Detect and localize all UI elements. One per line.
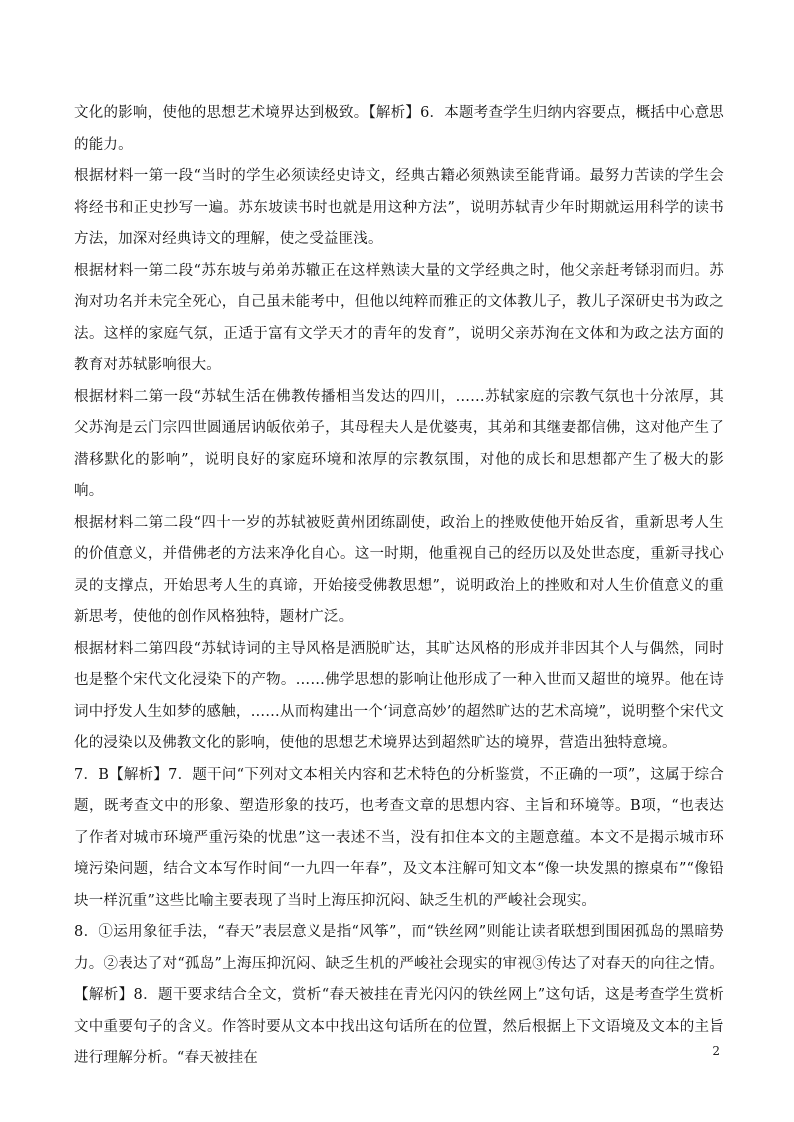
paragraph-2: 根据材料一第一段“当时的学生必须读经史诗文，经典古籍必须熟读至能背诵。最努力苦读的学生会将经书和正史抄写一遍。苏东坡读书时也就是用这种方法”，说明苏轼青少年时期就运用科学的读书方法，加深对经典诗文的理解，使之受益匪浅。 bbox=[74, 168, 724, 247]
paragraph-answer-7: 7．B【解析】7．题干问“下列对文本相关内容和艺术特色的分析鉴赏，不正确的一项”，这属于综合题，既考查文中的形象、塑造形象的技巧，也考查文章的思想内容、主旨和环境等。B项，“也表达了作者对城市环境严重污染的忧患”这一表述不当，没有扣住本文的主题意蕴。本文不是揭示城市环境污染问题，结合文本写作时间“一九四一年春”，及文本注解可知文本“像一块发黑的擦桌布”“像铅块一样沉重”这些比喻主要表现了当时上海压抑沉闷、缺乏生机的严峻社会现实。 bbox=[74, 766, 724, 909]
paragraph-5: 根据材料二第二段“四十一岁的苏轼被贬黄州团练副使，政治上的挫败使他开始反省，重新思考人生的价值意义，并借佛老的方法来净化自心。这一时期，他重视自己的经历以及处世态度，重新寻找心灵的支撑点，开始思考人生的真谛，开始接受佛教思想”，说明政治上的挫败和对人生价值意义的重新思考，使他的创作风格独特，题材广泛。 bbox=[74, 514, 724, 625]
paragraph-3: 根据材料一第二段“苏东坡与弟弟苏辙正在这样熟读大量的文学经典之时，他父亲赶考铩羽而归。苏洵对功名并未完全死心，自己虽未能考中，但他以纯粹而雅正的文体教儿子，教儿子深研史书为政之法。这样的家庭气氛，正适于富有文学天才的青年的发育”，说明父亲苏洵在文体和为政之法方面的教育对苏轼影响很大。 bbox=[74, 262, 724, 373]
paragraph-4: 根据材料二第一段“苏轼生活在佛教传播相当发达的四川，……苏轼家庭的宗教气氛也十分浓厚，其父苏洵是云门宗四世圆通居讷皈依弟子，其母程夫人是优婆夷，其弟和其继妻都信佛，这对他产生了潜移默化的影响”，说明良好的家庭环境和浓厚的宗教氛围，对他的成长和思想都产生了极大的影响。 bbox=[74, 388, 724, 499]
page-number: 2 bbox=[712, 1044, 720, 1058]
document-body bbox=[74, 98, 724, 1075]
paragraph-answer-8: 8．①运用象征手法，“春天”表层意义是指“风筝”，而“铁丝网”则能让读者联想到围困孤岛的黑暗势力。②表达了对“孤岛”上海压抑沉闷、缺乏生机的严峻社会现实的审视③传达了对春天的向往之情。【解析】8．题干要求结合全文，赏析“春天被挂在青光闪闪的铁丝网上”这句话，这是考查学生赏析文中重要句子的含义。作答时要从文本中找出这句话所在的位置，然后根据上下文语境及文本的主旨进行理解分析。“春天被挂在 bbox=[74, 924, 724, 1066]
paragraph-6: 根据材料二第四段“苏轼诗词的主导风格是洒脱旷达，其旷达风格的形成并非因其个人与偶然，同时也是整个宋代文化浸染下的产物。……佛学思想的影响让他形成了一种入世而又超世的境界。他在诗词中抒发人生如梦的感触，……从而构建出一个‘词意高妙’的超然旷达的艺术高境”，说明整个宋代文化的浸染以及佛教文化的影响，使他的思想艺术境界达到超然旷达的境界，营造出独特意境。 bbox=[74, 640, 724, 751]
paragraph-1: 文化的影响，使他的思想艺术境界达到极致。【解析】6．本题考查学生归纳内容要点，概括中心意思的能力。 bbox=[74, 105, 724, 153]
